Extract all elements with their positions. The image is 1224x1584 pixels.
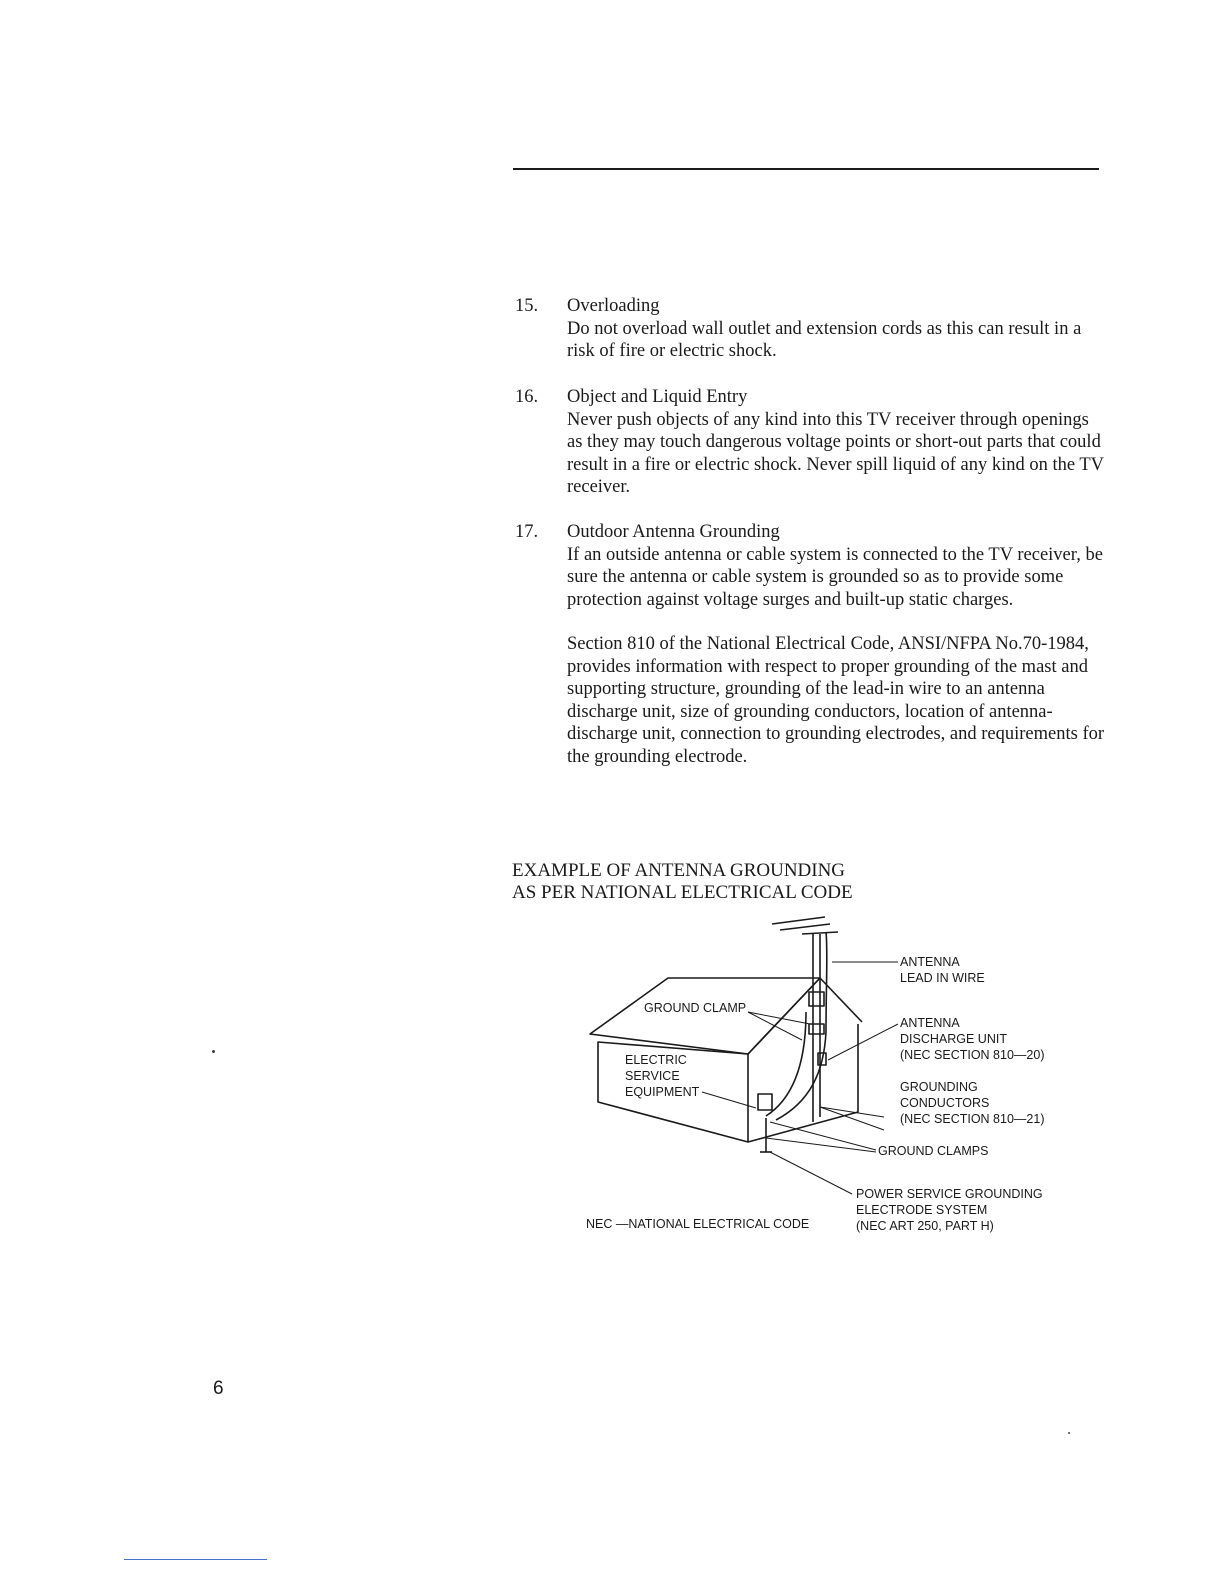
scan-speck <box>1068 1432 1070 1434</box>
label-grounding-conductors-line-3: (NEC SECTION 810—21) <box>900 1112 1045 1126</box>
header-rule <box>513 168 1099 170</box>
ground-clamp-icon <box>809 992 824 1006</box>
label-electric-service-line-3: EQUIPMENT <box>625 1085 700 1099</box>
label-electric-service-line-2: SERVICE <box>625 1069 680 1083</box>
antenna-element <box>772 917 825 924</box>
house-side-wall <box>748 1024 858 1142</box>
electric-service-box-icon <box>758 1094 772 1110</box>
item-text: Do not overload wall outlet and extension cords as this can result in a risk of fire or electric shock. <box>567 318 1082 361</box>
page-number: 6 <box>213 1378 224 1399</box>
label-antenna-lead-line-2: LEAD IN WIRE <box>900 971 985 985</box>
example-heading-line-2: AS PER NATIONAL ELECTRICAL CODE <box>512 882 853 903</box>
item-title: Outdoor Antenna Grounding <box>567 522 780 542</box>
label-electric-service-line-1: ELECTRIC <box>625 1053 687 1067</box>
label-ground-clamps: GROUND CLAMPS <box>878 1144 989 1158</box>
item-text-secondary: Section 810 of the National Electrical Code, ANSI/NFPA No.70-1984, provides information with respect to proper grounding of the mast and supporting structure, grounding of the lead-in wire to an antenna discharge unit, size of grounding conductors, location of antenna-discharge unit, connection to grounding electrodes, and requirements for the grounding electrode. <box>567 634 1105 767</box>
item-title: Object and Liquid Entry <box>567 387 748 407</box>
label-ground-clamp: GROUND CLAMP <box>644 1001 747 1015</box>
label-power-service-line-1: POWER SERVICE GROUNDING <box>856 1187 1043 1201</box>
scan-speck <box>212 1050 215 1053</box>
label-power-service-line-3: (NEC ART 250, PART H) <box>856 1219 994 1233</box>
label-power-service-line-2: ELECTRODE SYSTEM <box>856 1203 988 1217</box>
label-discharge-unit-line-2: DISCHARGE UNIT <box>900 1032 1007 1046</box>
example-heading-line-1: EXAMPLE OF ANTENNA GROUNDING <box>512 860 846 881</box>
item-number: 15. <box>515 296 539 316</box>
label-grounding-conductors-line-2: CONDUCTORS <box>900 1096 990 1110</box>
footer-rule <box>124 1559 267 1560</box>
antenna-grounding-diagram <box>580 912 1070 1242</box>
house-roof <box>590 978 820 1054</box>
item-text: Never push objects of any kind into this TV receiver through openings as they may touch dangerous voltage points or short-out parts that could result in a fire or electric shock. Never spill liquid of any kind on the TV receiver. <box>567 409 1104 497</box>
label-nec-note: NEC —NATIONAL ELECTRICAL CODE <box>586 1217 810 1231</box>
item-number: 17. <box>515 522 539 542</box>
example-heading <box>512 860 853 904</box>
item-text: If an outside antenna or cable system is connected to the TV receiver, be sure the antenna or cable system is grounded so as to provide some protection against voltage surges and built-up static charges. <box>567 544 1103 610</box>
label-grounding-conductors-line-1: GROUNDING <box>900 1080 978 1094</box>
label-discharge-unit-line-1: ANTENNA <box>900 1016 960 1030</box>
label-antenna-lead-line-1: ANTENNA <box>900 955 960 969</box>
item-number: 16. <box>515 387 539 407</box>
label-discharge-unit-line-3: (NEC SECTION 810—20) <box>900 1048 1045 1062</box>
item-title: Overloading <box>567 296 660 316</box>
